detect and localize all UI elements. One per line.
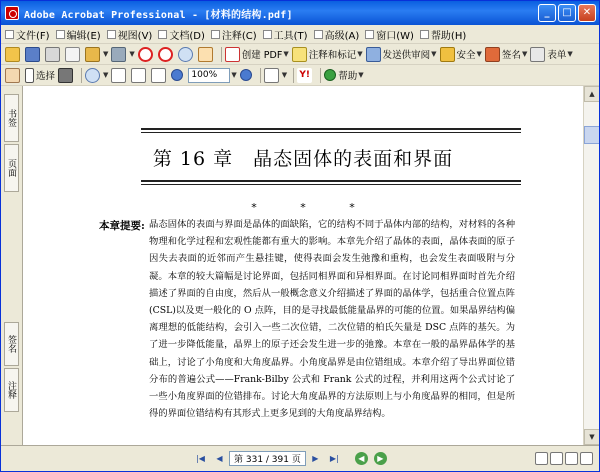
help-button[interactable]: 帮助 ▼ [324,66,363,84]
create-pdf-button[interactable]: 创建 PDF ▼ [225,45,289,63]
advanced-icon [314,30,323,39]
send-review-button[interactable]: 发送供审阅 ▼ [366,45,437,63]
next-page-button[interactable]: ▶ [312,454,319,463]
help-circle-icon [324,69,336,81]
chapter-rule-top [141,128,521,133]
search-icon [178,47,193,62]
save-icon [25,47,40,62]
minus-icon [171,69,183,81]
envelope-icon [65,47,80,62]
zoom-icon [85,68,100,83]
menu-edit[interactable]: 编辑(E) [56,27,101,42]
comment-markup-button[interactable]: 注释和标记 ▼ [292,45,363,63]
last-page-button[interactable]: ▶| [329,454,339,463]
zoom-out-button[interactable] [171,66,185,84]
facing-page-icon[interactable] [565,452,578,465]
forms-button[interactable]: 表单 ▼ [530,45,572,63]
tab-comments[interactable]: 注释 [4,368,19,412]
minimize-button[interactable]: _ [538,4,556,22]
menu-tools[interactable]: 工具(T) [263,27,308,42]
scroll-down-button[interactable]: ▼ [584,429,600,445]
acrobat-icon [5,6,19,20]
adobe-online-icon [138,47,153,62]
pen-icon [485,47,500,62]
prev-page-button[interactable]: ◀ [216,454,223,463]
text-cursor-icon [25,68,34,83]
sign-button[interactable]: 签名 ▼ [485,45,527,63]
continuous-facing-icon[interactable] [580,452,593,465]
continuous-page-icon[interactable] [550,452,563,465]
actual-size-button[interactable] [111,66,128,84]
edit-icon [56,30,65,39]
hand-icon [5,68,20,83]
vertical-scrollbar[interactable] [583,86,599,445]
open-button[interactable] [5,45,22,63]
create-pdf-icon [225,47,240,62]
menu-advanced[interactable]: 高级(A) [314,27,360,42]
camera-icon [58,68,73,83]
menu-window[interactable]: 窗口(W) [365,27,414,42]
read-aloud-icon [198,47,213,62]
help-icon [420,30,429,39]
window-title: Adobe Acrobat Professional - [材料的结构.pdf] [24,9,293,21]
tab-pages[interactable]: 页面 [4,144,19,192]
form-icon [530,47,545,62]
page-indicator[interactable]: 第 331 / 391 页 [229,451,306,466]
yahoo-icon: Y! [297,68,312,83]
scroll-up-button[interactable]: ▲ [584,86,600,102]
tools-icon [263,30,272,39]
scroll-thumb[interactable] [584,126,600,144]
lock-icon [440,47,455,62]
tab-bookmarks[interactable]: 书签 [4,94,19,142]
organizer-icon [85,47,100,62]
stamp-button[interactable] [158,45,175,63]
folder-open-icon [5,47,20,62]
secure-button[interactable]: 安全 ▼ [440,45,482,63]
abstract-label: 本章提要: [99,220,145,232]
go-forward-button[interactable]: ▶ [374,452,387,465]
navigation-panel [1,86,23,445]
plus-icon [240,69,252,81]
zoom-in-button[interactable] [240,66,254,84]
first-page-button[interactable]: |◀ [196,454,205,463]
chapter-rule-bottom [141,180,521,185]
zoom-tool-button[interactable]: ▼ [85,66,108,84]
send-review-icon [366,47,381,62]
comment-icon [211,30,220,39]
select-tool-button[interactable]: 选择 [25,66,55,84]
paperclip-icon [111,47,126,62]
print-button[interactable] [45,45,62,63]
chapter-title: 第 16 章 晶态固体的表面和界面 [152,148,454,170]
section-stars: * * * [251,201,355,214]
yahoo-button[interactable] [297,66,314,84]
attach-button[interactable]: ▼ [111,45,134,63]
fit-width-button[interactable] [151,66,168,84]
menu-help[interactable]: 帮助(H) [420,27,466,42]
title-bar[interactable] [1,1,599,25]
note-icon [292,47,307,62]
email-button[interactable] [65,45,82,63]
maximize-button[interactable]: □ [558,4,576,22]
search-button[interactable] [178,45,195,63]
adobe-online-button[interactable] [138,45,155,63]
toolbar-main [1,44,599,65]
reader-button[interactable] [198,45,215,63]
view-icon [107,30,116,39]
document-icon [158,30,167,39]
single-page-icon[interactable] [535,452,548,465]
close-button[interactable]: ✕ [578,4,596,22]
stamp-icon [158,47,173,62]
window-icon [365,30,374,39]
window-controls [538,4,596,22]
printer-icon [45,47,60,62]
menu-view[interactable]: 视图(V) [107,27,153,42]
file-icon [5,30,14,39]
menu-comments[interactable]: 注释(C) [211,27,257,42]
save-button[interactable] [25,45,42,63]
toolbar-view [1,65,599,86]
menu-file[interactable]: 文件(F) [5,27,50,42]
status-bar [1,445,599,471]
abstract-text: 晶态固体的表面与界面是晶体的面缺陷，它的结构不同于晶体内部的结构，对材料的各种物理和化学过程和宏观性能都有重大的影响。本章先介绍了晶体的表面，晶体表面的原子因失去表面的近邻而产生悬挂键，使得表面会发生弛豫和重构，也会发生表面吸附与分凝。本章的较大篇幅是讨论界面，包括同相界面和异相界面。在讨论同相界面时首先介绍描述了界面的自由度，然后从一般概念意义介绍描述了界面的晶体学，包括重合位置点阵(CSL)以及更一般化的 O 点阵，目的是寻找最低能量晶界的可能的位置。如果晶界结构偏离理想的低能结构，会引入一些二次位错，二次位错的柏氏矢量是 DSC 点阵的基矢。为了进一步降低能量，晶界上的原子还会发生进一步的弛豫。本章在一般的晶界晶体学的基础上，讨论了小角度和大角度晶界。小角度晶界是由位错组成。本章介绍了导出界面位错分布的普遍公式——Frank-Bilby 公式和 Frank 公式的过程，并利用这两个公式讨论了一些小角度界面的位错排布。讨论大角度晶界的方法原则上与小角度晶界的相同，但是所得的界面位错结构有其形式上更多见到的大角度晶界结构。 [149,219,515,420]
fit-width-icon [151,68,166,83]
tab-signatures[interactable]: 签名 [4,322,19,366]
snapshot-button[interactable] [58,66,75,84]
menu-bar [1,25,599,44]
menu-document[interactable]: 文档(D) [158,27,205,42]
fit-page-icon [131,68,146,83]
hand-tool-button[interactable] [5,66,22,84]
rotate-button[interactable]: ▼ [264,66,287,84]
fit-page-button[interactable] [131,66,148,84]
go-back-button[interactable]: ◀ [355,452,368,465]
document-view[interactable] [23,86,583,445]
actual-size-icon [111,68,126,83]
rotate-icon [264,68,279,83]
zoom-field[interactable]: 100% ▼ [188,66,236,84]
organizer-button[interactable]: ▼ [85,45,108,63]
